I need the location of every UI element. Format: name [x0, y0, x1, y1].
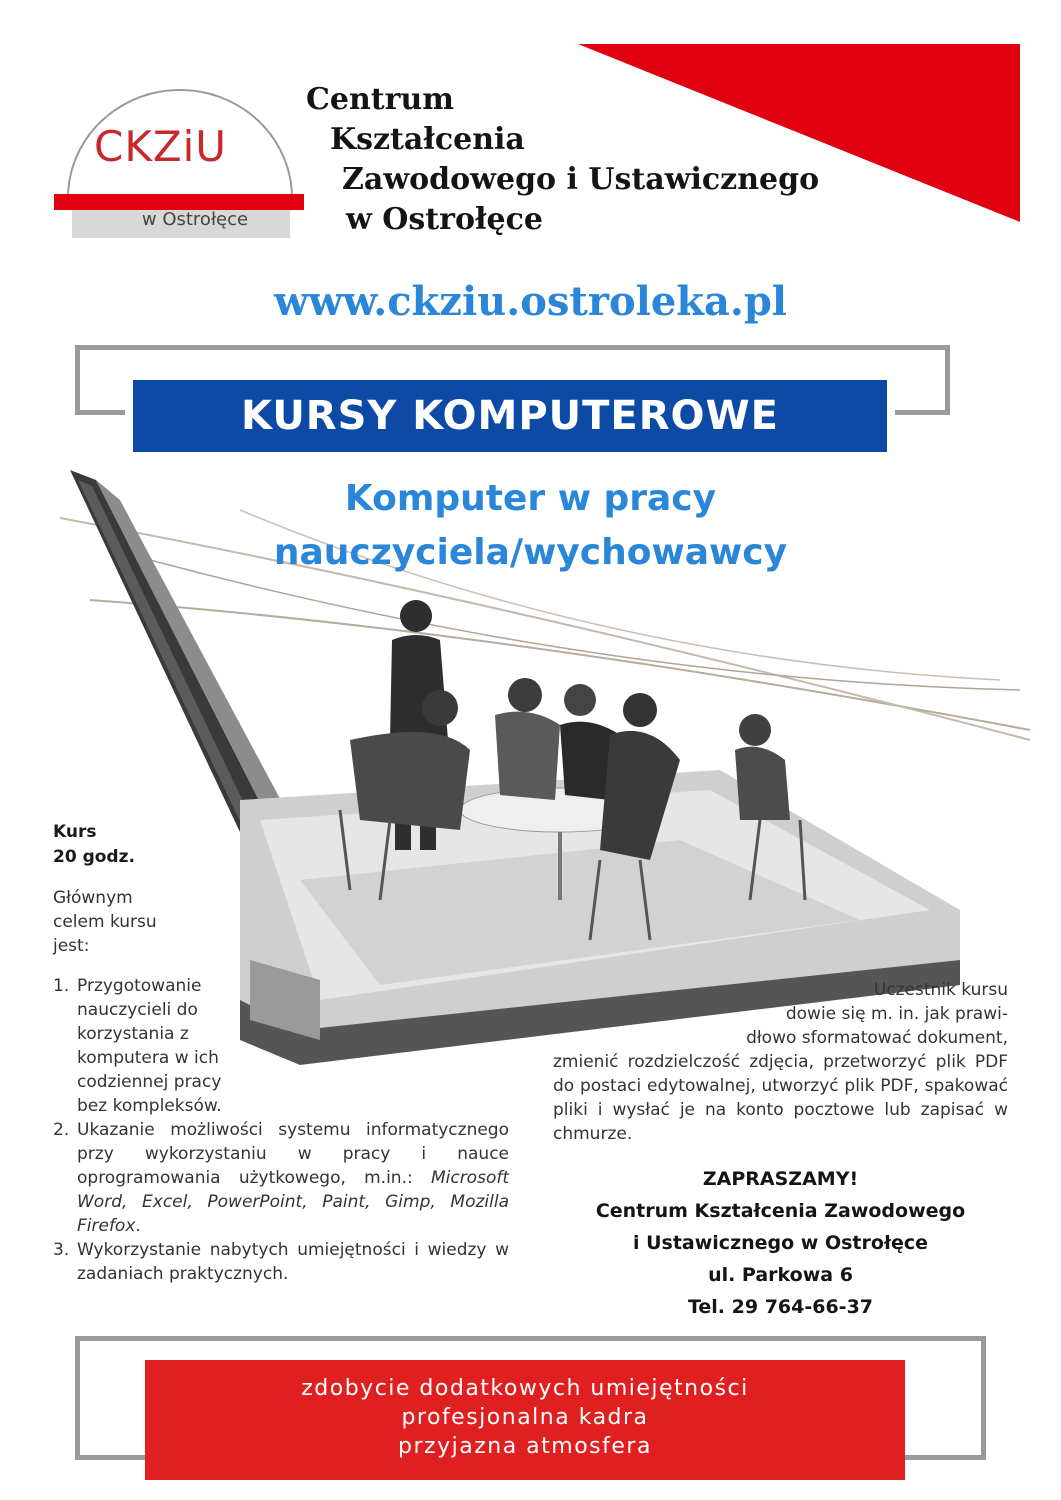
outcome-line: Uczestnik kursu: [873, 980, 1008, 1000]
goals-list: [53, 974, 509, 1286]
contact-address: ul. Parkowa 6: [708, 1264, 853, 1286]
logo-name: CKZiU: [94, 122, 228, 171]
goal-item: [53, 1118, 509, 1238]
goal-text: Przygotowanie nauczycieli do korzystania z komputera w ich codziennej pracy bez kompleksów.: [77, 976, 222, 1116]
goal-intro: Głównym celem kursu jest:: [53, 888, 157, 956]
goal-text: Ukazanie możliwości systemu informatycznego przy wykorzystaniu w pracy i nauce oprogramowania użytkowego, m.in.:: [77, 1120, 509, 1188]
benefit-item: profesjonalna kadra: [401, 1405, 649, 1430]
course-length: [53, 820, 135, 870]
logo-location: w Ostrołęce: [141, 209, 249, 230]
course-title: [0, 472, 1061, 580]
ckziu-logo: [52, 70, 312, 245]
contact-phone: Tel. 29 764-66-37: [687, 1296, 874, 1318]
goal-number: 1.: [53, 976, 70, 996]
contact-org-line: Centrum Kształcenia Zawodowego: [595, 1200, 966, 1222]
course-title-line: Komputer w pracy: [344, 478, 717, 519]
course-outcome: [553, 978, 1008, 1146]
goal-text: Wykorzystanie nabytych umiejętności i wiedzy w zadaniach praktycznych.: [77, 1240, 509, 1284]
goal-item: [53, 974, 243, 1118]
outcome-line: dowie się m. in. jak prawi-: [785, 1004, 1008, 1024]
goal-item: [53, 1238, 509, 1286]
contact-info: [553, 1163, 1008, 1323]
org-name-line: Zawodowego i Ustawicznego: [342, 162, 820, 197]
goal-number: 2.: [53, 1120, 70, 1140]
benefit-item: przyjazna atmosfera: [398, 1434, 652, 1459]
goal-number: 3.: [53, 1240, 70, 1260]
goal-text-end: .: [135, 1216, 141, 1236]
course-label: Kurs: [53, 822, 97, 842]
contact-org-line: i Ustawicznego w Ostrołęce: [632, 1232, 929, 1254]
organization-name: [306, 80, 819, 240]
outcome-text: zmienić rozdzielczość zdjęcia, przetworzyć plik PDF do postaci edytowalnej, utworzyć plik PDF, spakować pliki i wysłać je na konto pocztowe lub zapisać w chmurze.: [553, 1052, 1008, 1144]
org-name-line: w Ostrołęce: [346, 202, 543, 237]
course-type-banner: KURSY KOMPUTEROWE: [133, 380, 887, 452]
org-name-line: Centrum: [306, 82, 454, 117]
invite-text: ZAPRASZAMY!: [702, 1168, 859, 1190]
org-name-line: Kształcenia: [330, 122, 525, 157]
website-url[interactable]: www.ckziu.ostroleka.pl: [274, 278, 787, 325]
goal-software-list: Microsoft Word, Excel, PowerPoint, Paint, Gimp, Mozilla Firefox: [77, 1168, 509, 1236]
outcome-line: dłowo sformatować dokument,: [746, 1028, 1008, 1048]
benefits-box: [145, 1360, 905, 1480]
course-title-line: nauczyciela/wychowawcy: [273, 532, 788, 573]
benefit-item: zdobycie dodatkowych umiejętności: [301, 1376, 749, 1401]
course-hours: 20 godz.: [53, 847, 135, 867]
